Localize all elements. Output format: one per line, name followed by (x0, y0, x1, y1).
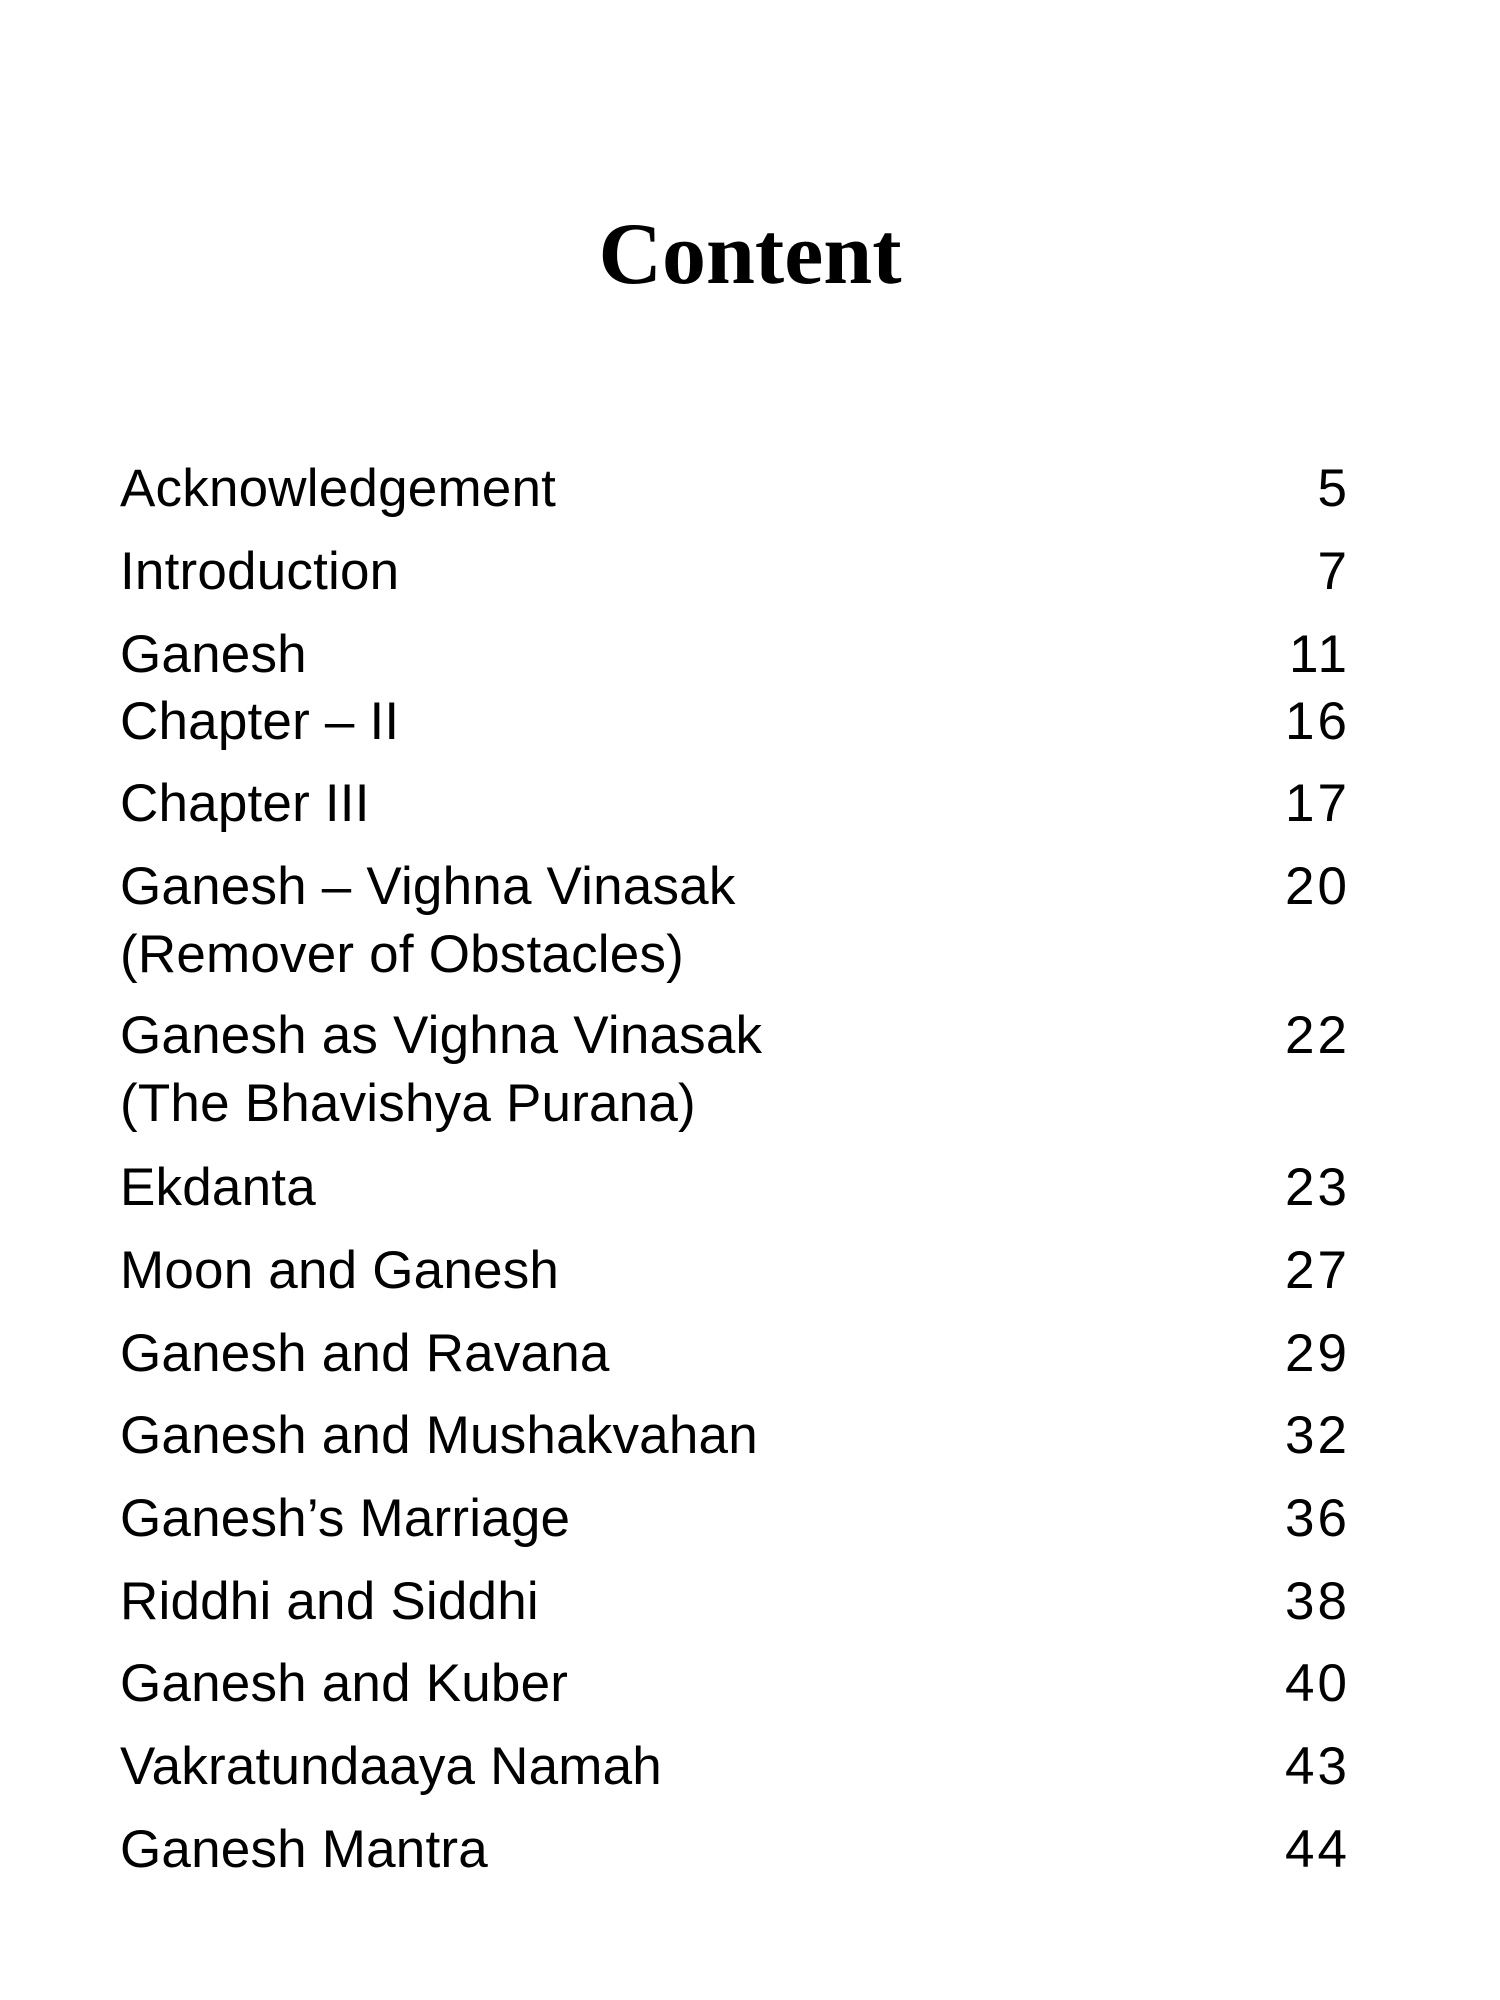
toc-entry-page: 43 (1285, 1737, 1350, 1796)
toc-entry-label: Chapter – II (120, 692, 400, 751)
toc-entry-ganesh-and-ravana[interactable] (120, 1320, 1350, 1388)
toc-entry-page: 17 (1285, 774, 1350, 833)
toc-entry-bhavishya-purana[interactable] (120, 1002, 1350, 1138)
toc-entry-moon-and-ganesh[interactable] (120, 1237, 1350, 1305)
toc-entry-page: 29 (1285, 1324, 1350, 1383)
toc-entry-label: Vakratundaaya Namah (120, 1737, 662, 1796)
toc-entry-label (120, 853, 736, 989)
toc-entry-label: Moon and Ganesh (120, 1241, 560, 1300)
toc-entry-label: Ganesh Mantra (120, 1820, 488, 1879)
toc-entry-riddhi-and-siddhi[interactable] (120, 1568, 1350, 1636)
toc-entry-ganesh[interactable] (120, 621, 1350, 689)
toc-entry-label (120, 1002, 762, 1138)
toc-entry-page: 11 (1288, 625, 1350, 684)
toc-entry-ganesh-and-kuber[interactable] (120, 1650, 1350, 1718)
toc-entry-ganeshs-marriage[interactable] (120, 1485, 1350, 1553)
toc-entry-vakratundaaya-namah[interactable] (120, 1733, 1350, 1801)
toc-entry-subtitle: (The Bhavishya Purana) (120, 1074, 696, 1133)
toc-entry-label: Riddhi and Siddhi (120, 1572, 539, 1631)
toc-entry-title: Ganesh – Vighna Vinasak (120, 857, 736, 916)
toc-entry-page: 40 (1285, 1654, 1350, 1713)
toc-entry-ganesh-and-mushakvahan[interactable] (120, 1402, 1350, 1470)
toc-entry-ekdanta[interactable] (120, 1154, 1350, 1222)
toc-entry-label: Ganesh’s Marriage (120, 1489, 571, 1548)
toc-entry-chapter-iii[interactable] (120, 770, 1350, 838)
toc-entry-label: Ganesh and Kuber (120, 1654, 569, 1713)
toc-entry-page: 16 (1285, 692, 1350, 751)
toc-entry-page: 23 (1285, 1158, 1350, 1217)
toc-entry-page: 7 (1317, 542, 1350, 601)
toc-entry-page: 27 (1285, 1241, 1350, 1300)
toc-entry-label: Introduction (120, 542, 400, 601)
toc-entry-page: 44 (1285, 1820, 1350, 1879)
toc-entry-introduction[interactable] (120, 538, 1350, 606)
toc-entry-page: 5 (1317, 459, 1350, 518)
toc-entry-vighna-vinasak[interactable] (120, 853, 1350, 989)
toc-entry-label: Acknowledgement (120, 459, 557, 518)
toc-entry-page: 20 (1285, 857, 1350, 916)
toc-entry-label: Ganesh (120, 625, 307, 684)
toc-entry-label: Ganesh and Mushakvahan (120, 1406, 758, 1465)
toc-entry-label: Ekdanta (120, 1158, 316, 1217)
toc-entry-page: 32 (1285, 1406, 1350, 1465)
page-title: Content (598, 206, 902, 303)
toc-entry-page: 22 (1285, 1006, 1350, 1065)
toc-entry-label: Chapter III (120, 774, 370, 833)
toc-entry-label: Ganesh and Ravana (120, 1324, 610, 1383)
toc-entry-chapter-ii[interactable] (120, 688, 1350, 756)
toc-entry-ganesh-mantra[interactable] (120, 1816, 1350, 1884)
toc-entry-subtitle: (Remover of Obstacles) (120, 925, 685, 984)
toc-entry-page: 36 (1285, 1489, 1350, 1548)
toc-entry-title: Ganesh as Vighna Vinasak (120, 1006, 763, 1065)
toc-entry-acknowledgement[interactable] (120, 455, 1350, 523)
toc-entry-page: 38 (1285, 1572, 1350, 1631)
